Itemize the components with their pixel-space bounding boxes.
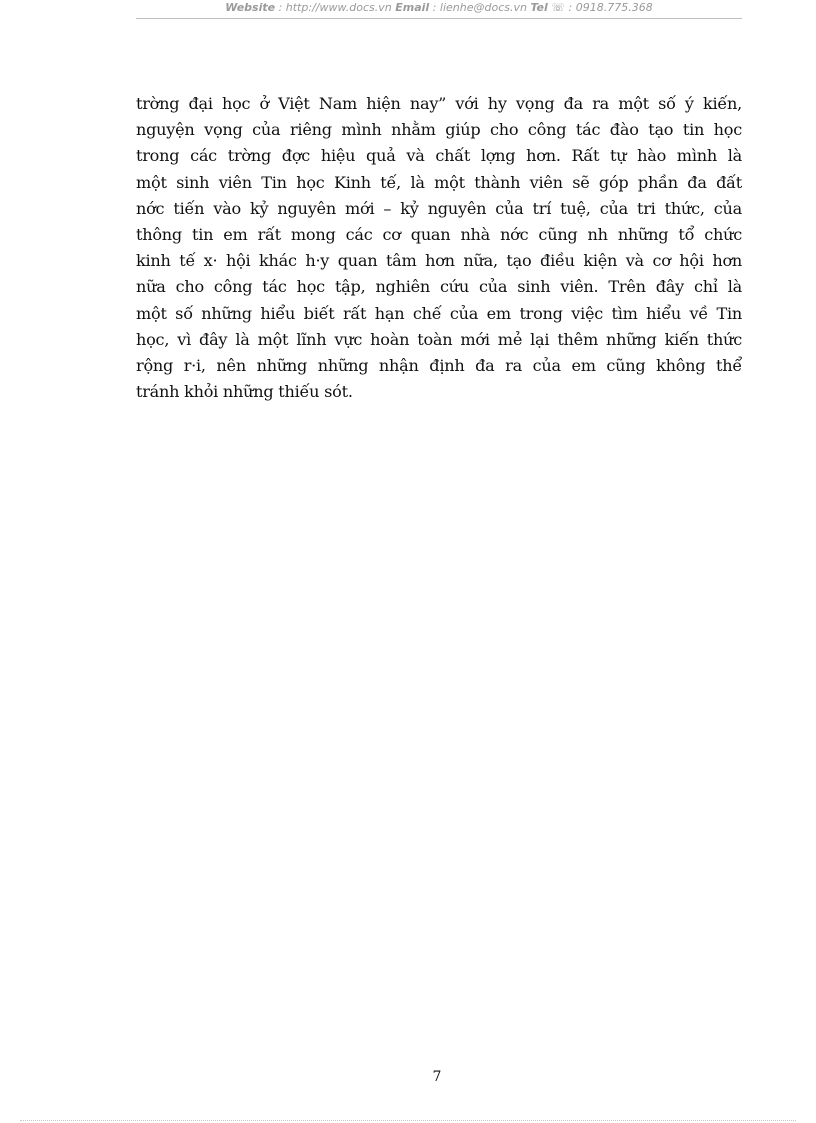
- telephone-icon: ☏: [551, 1, 566, 14]
- footer-divider: [20, 1120, 796, 1121]
- website-value: : http://www.docs.vn: [275, 1, 396, 14]
- text-line: nớc tiến vào kỷ nguyên mới – kỷ nguyên của trí tuệ, của tri thức, của: [136, 198, 742, 218]
- text-line: một số những hiểu biết rất hạn chế của em trong việc tìm hiểu về Tin: [136, 303, 742, 323]
- text-line: kinh tế x· hội khác h·y quan tâm hơn nữa, tạo điều kiện và cơ hội hơn: [136, 251, 742, 271]
- text-line: học, vì đây là một lĩnh vực hoàn toàn mới mẻ lại thêm những kiến thức: [136, 329, 742, 349]
- header-divider: [136, 18, 742, 19]
- page-header: [136, 1, 742, 14]
- text-line: thông tin em rất mong các cơ quan nhà nớc cũng nh những tổ chức: [136, 225, 742, 245]
- email-label: Email: [395, 1, 430, 14]
- tel-value: : 0918.775.368: [565, 1, 653, 14]
- website-label: Website: [225, 1, 276, 14]
- text-line: trờng đại học ở Việt Nam hiện nay” với hy vọng đa ra một số ý kiến,: [136, 94, 742, 113]
- text-line: nữa cho công tác học tập, nghiên cứu của sinh viên. Trên đây chỉ là: [136, 277, 742, 297]
- body-paragraph: [136, 91, 742, 405]
- text-line: một sinh viên Tin học Kinh tế, là một thành viên sẽ góp phần đa đất: [136, 172, 742, 192]
- text-line: trong các trờng đợc hiệu quả và chất lợng hơn. Rất tự hào mình là: [136, 146, 742, 166]
- email-value: : lienhe@docs.vn: [429, 1, 531, 14]
- text-line: rộng r·i, nên những những nhận định đa ra của em cũng không thể: [136, 356, 742, 376]
- page-number: 7: [432, 1069, 442, 1085]
- text-line: tránh khỏi những thiếu sót.: [136, 382, 353, 402]
- text-line: nguyện vọng của riêng mình nhằm giúp cho công tác đào tạo tin học: [136, 120, 742, 140]
- tel-label: Tel: [530, 1, 548, 14]
